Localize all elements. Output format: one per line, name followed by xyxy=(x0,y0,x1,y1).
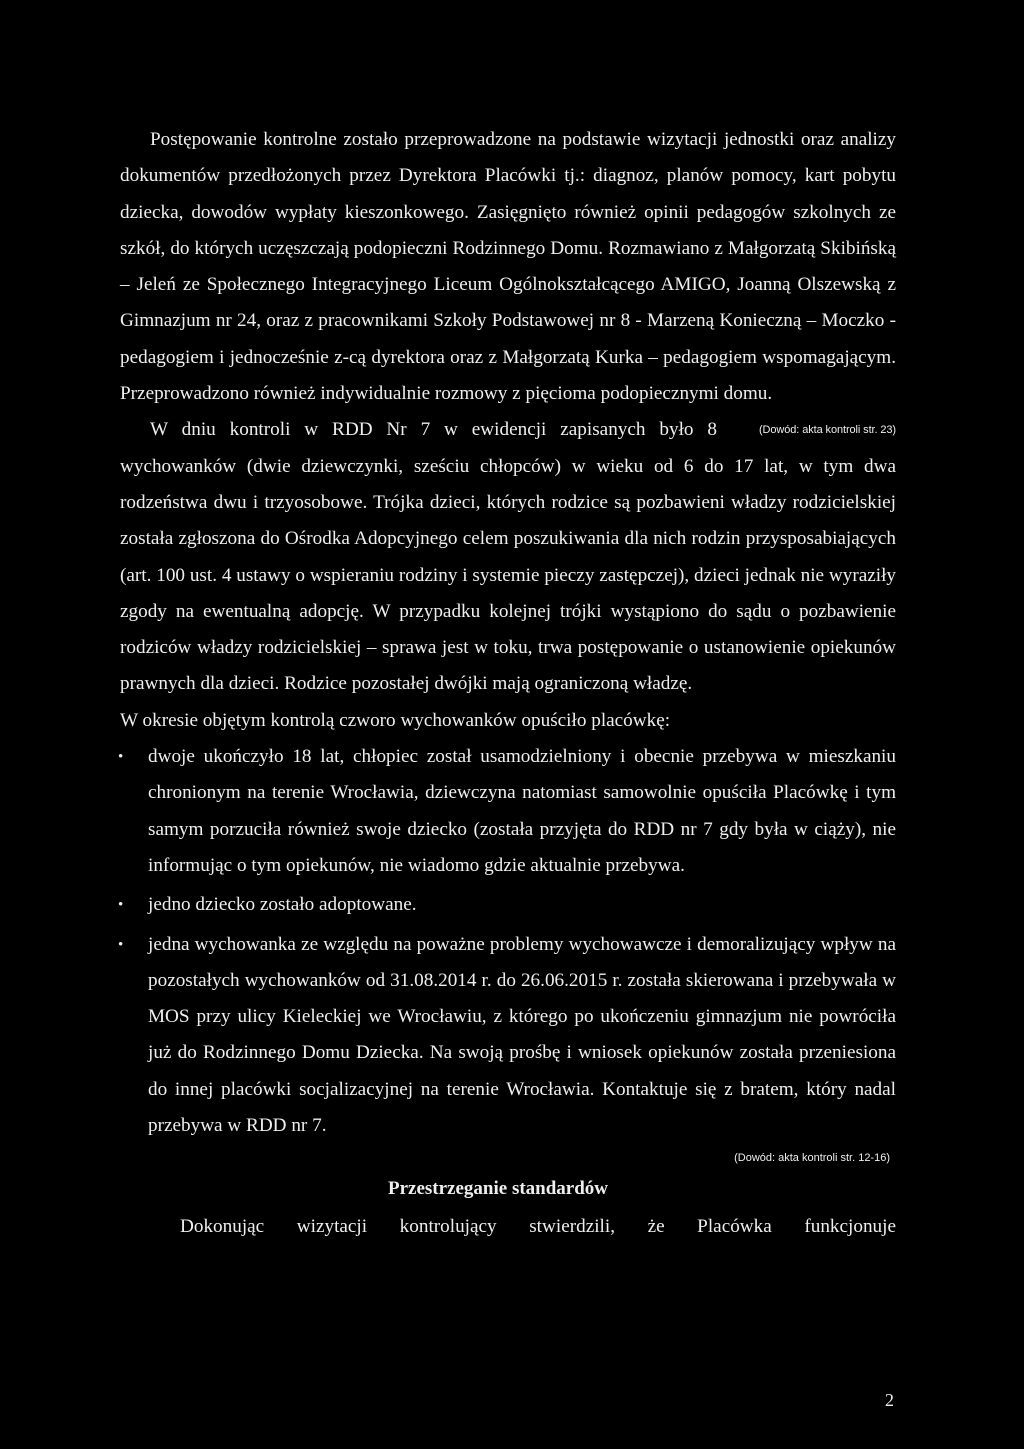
word: wizytacji xyxy=(296,1216,368,1238)
section-first-line xyxy=(120,1212,896,1242)
departures-list xyxy=(120,739,896,1144)
word: Placówka xyxy=(697,1216,772,1238)
list-item xyxy=(120,927,896,1145)
list-item xyxy=(120,739,896,884)
word: Dokonując xyxy=(180,1216,265,1238)
document-page xyxy=(120,122,896,1242)
bullet-icon: • xyxy=(118,897,124,914)
paragraph-departures-intro: W okresie objętym kontrolą czworo wychowanków opuściło placówkę: xyxy=(120,709,671,731)
word: że xyxy=(647,1216,665,1238)
page-number: 2 xyxy=(885,1390,894,1410)
list-item-text: dwoje ukończyło 18 lat, chłopiec został usamodzielniony i obecnie przebywa w mieszkaniu chronionym na terenie Wrocławia, dziewczyna natomiast samowolnie opuściła Placówkę i tym samym porzuciła również swoje dziecko (została przyjęta do RDD nr 7 gdy była w ciąży), nie informując o tym opiekunów, nie wiadomo gdzie aktualnie przebywa. xyxy=(148,746,896,876)
bullet-icon: • xyxy=(118,936,124,953)
section-heading: Przestrzeganie standardów xyxy=(387,1178,609,1200)
list-item-text: jedna wychowanka ze względu na poważne problemy wychowawcze i demoralizujący wpływ na pozostałych wychowanków od 31.08.2014 r. do 26.06.2015 r. została skierowana i przebywała w MOS przy ulicy Kieleckiej we Wrocławiu, z którego po ukończeniu gimnazjum nie powróciła już do Rodzinnego Domu Dziecka. Na swoją prośbę i wniosek opiekunów została przeniesiona do innej placówki socjalizacyjnej na terenie Wrocławia. Kontaktuje się z bratem, który nadal przebywa w RDD nr 7. xyxy=(148,933,896,1137)
bullet-icon: • xyxy=(118,749,124,766)
evidence-note: (Dowód: akta kontroli str. 23) xyxy=(758,424,896,437)
list-item xyxy=(120,887,896,923)
list-item-text: jedno dziecko zostało adoptowane. xyxy=(148,894,417,916)
word: kontrolujący xyxy=(399,1216,497,1238)
word: stwierdzili, xyxy=(529,1216,615,1238)
word: funkcjonuje xyxy=(804,1216,896,1238)
evidence-note: (Dowód: akta kontroli str. 12-16) xyxy=(734,1152,890,1165)
paragraph-text: Postępowanie kontrolne zostało przeprowadzone na podstawie wizytacji jednostki oraz analizy dokumentów przedłożonych przez Dyrektora Placówki tj.: diagnoz, planów pomocy, kart pobytu dziecka, dowodów wypłaty kieszonkowego. Zasięgnięto również opinii pedagogów szkolnych ze szkół, do których uczęszczają podopieczni Rodzinnego Domu. Rozmawiano z Małgorzatą Skibińską – Jeleń ze Społecznego Integracyjnego Liceum Ogólnokształcącego AMIGO, Joanną Olszewską z Gimnazjum nr 24, oraz z pracownikami Szkoły Podstawowej nr 8 - Marzeną Konieczną – Moczko - pedagogiem i jednocześnie z-cą dyrektora oraz z Małgorzatą Kurka – pedagogiem wspomagającym. Przeprowadzono również indywidualnie rozmowy z pięcioma podopiecznymi domu. xyxy=(120,129,896,405)
paragraph-children-register: W dniu kontroli w RDD Nr 7 w ewidencji zapisanych było 8 wychowanków (dwie dziewczynki, sześciu chłopców) w wieku od 6 do 17 lat, w tym dwa rodzeństwa dwu i trzyosobowe. Trójka dzieci, których rodzice są pozbawieni władzy rodzicielskiej została zgłoszona do Ośrodka Adopcyjnego celem poszukiwania dla nich rodzin przysposabiających (art. 100 ust. 4 ustawy o wspieraniu rodziny i systemie pieczy zastępczej), dzieci jednak nie wyraziły zgody na ewentualną adopcję. W przypadku kolejnej trójki wystąpiono do sądu o pozbawienie rodziców władzy rodzicielskiej – sprawa jest w toku, trwa postępowanie o ustanowienie opiekunów prawnych dla dzieci. Rodzice pozostałej dwójki mają ograniczoną władzę. xyxy=(120,419,896,695)
paragraph-control-procedure xyxy=(120,122,896,437)
